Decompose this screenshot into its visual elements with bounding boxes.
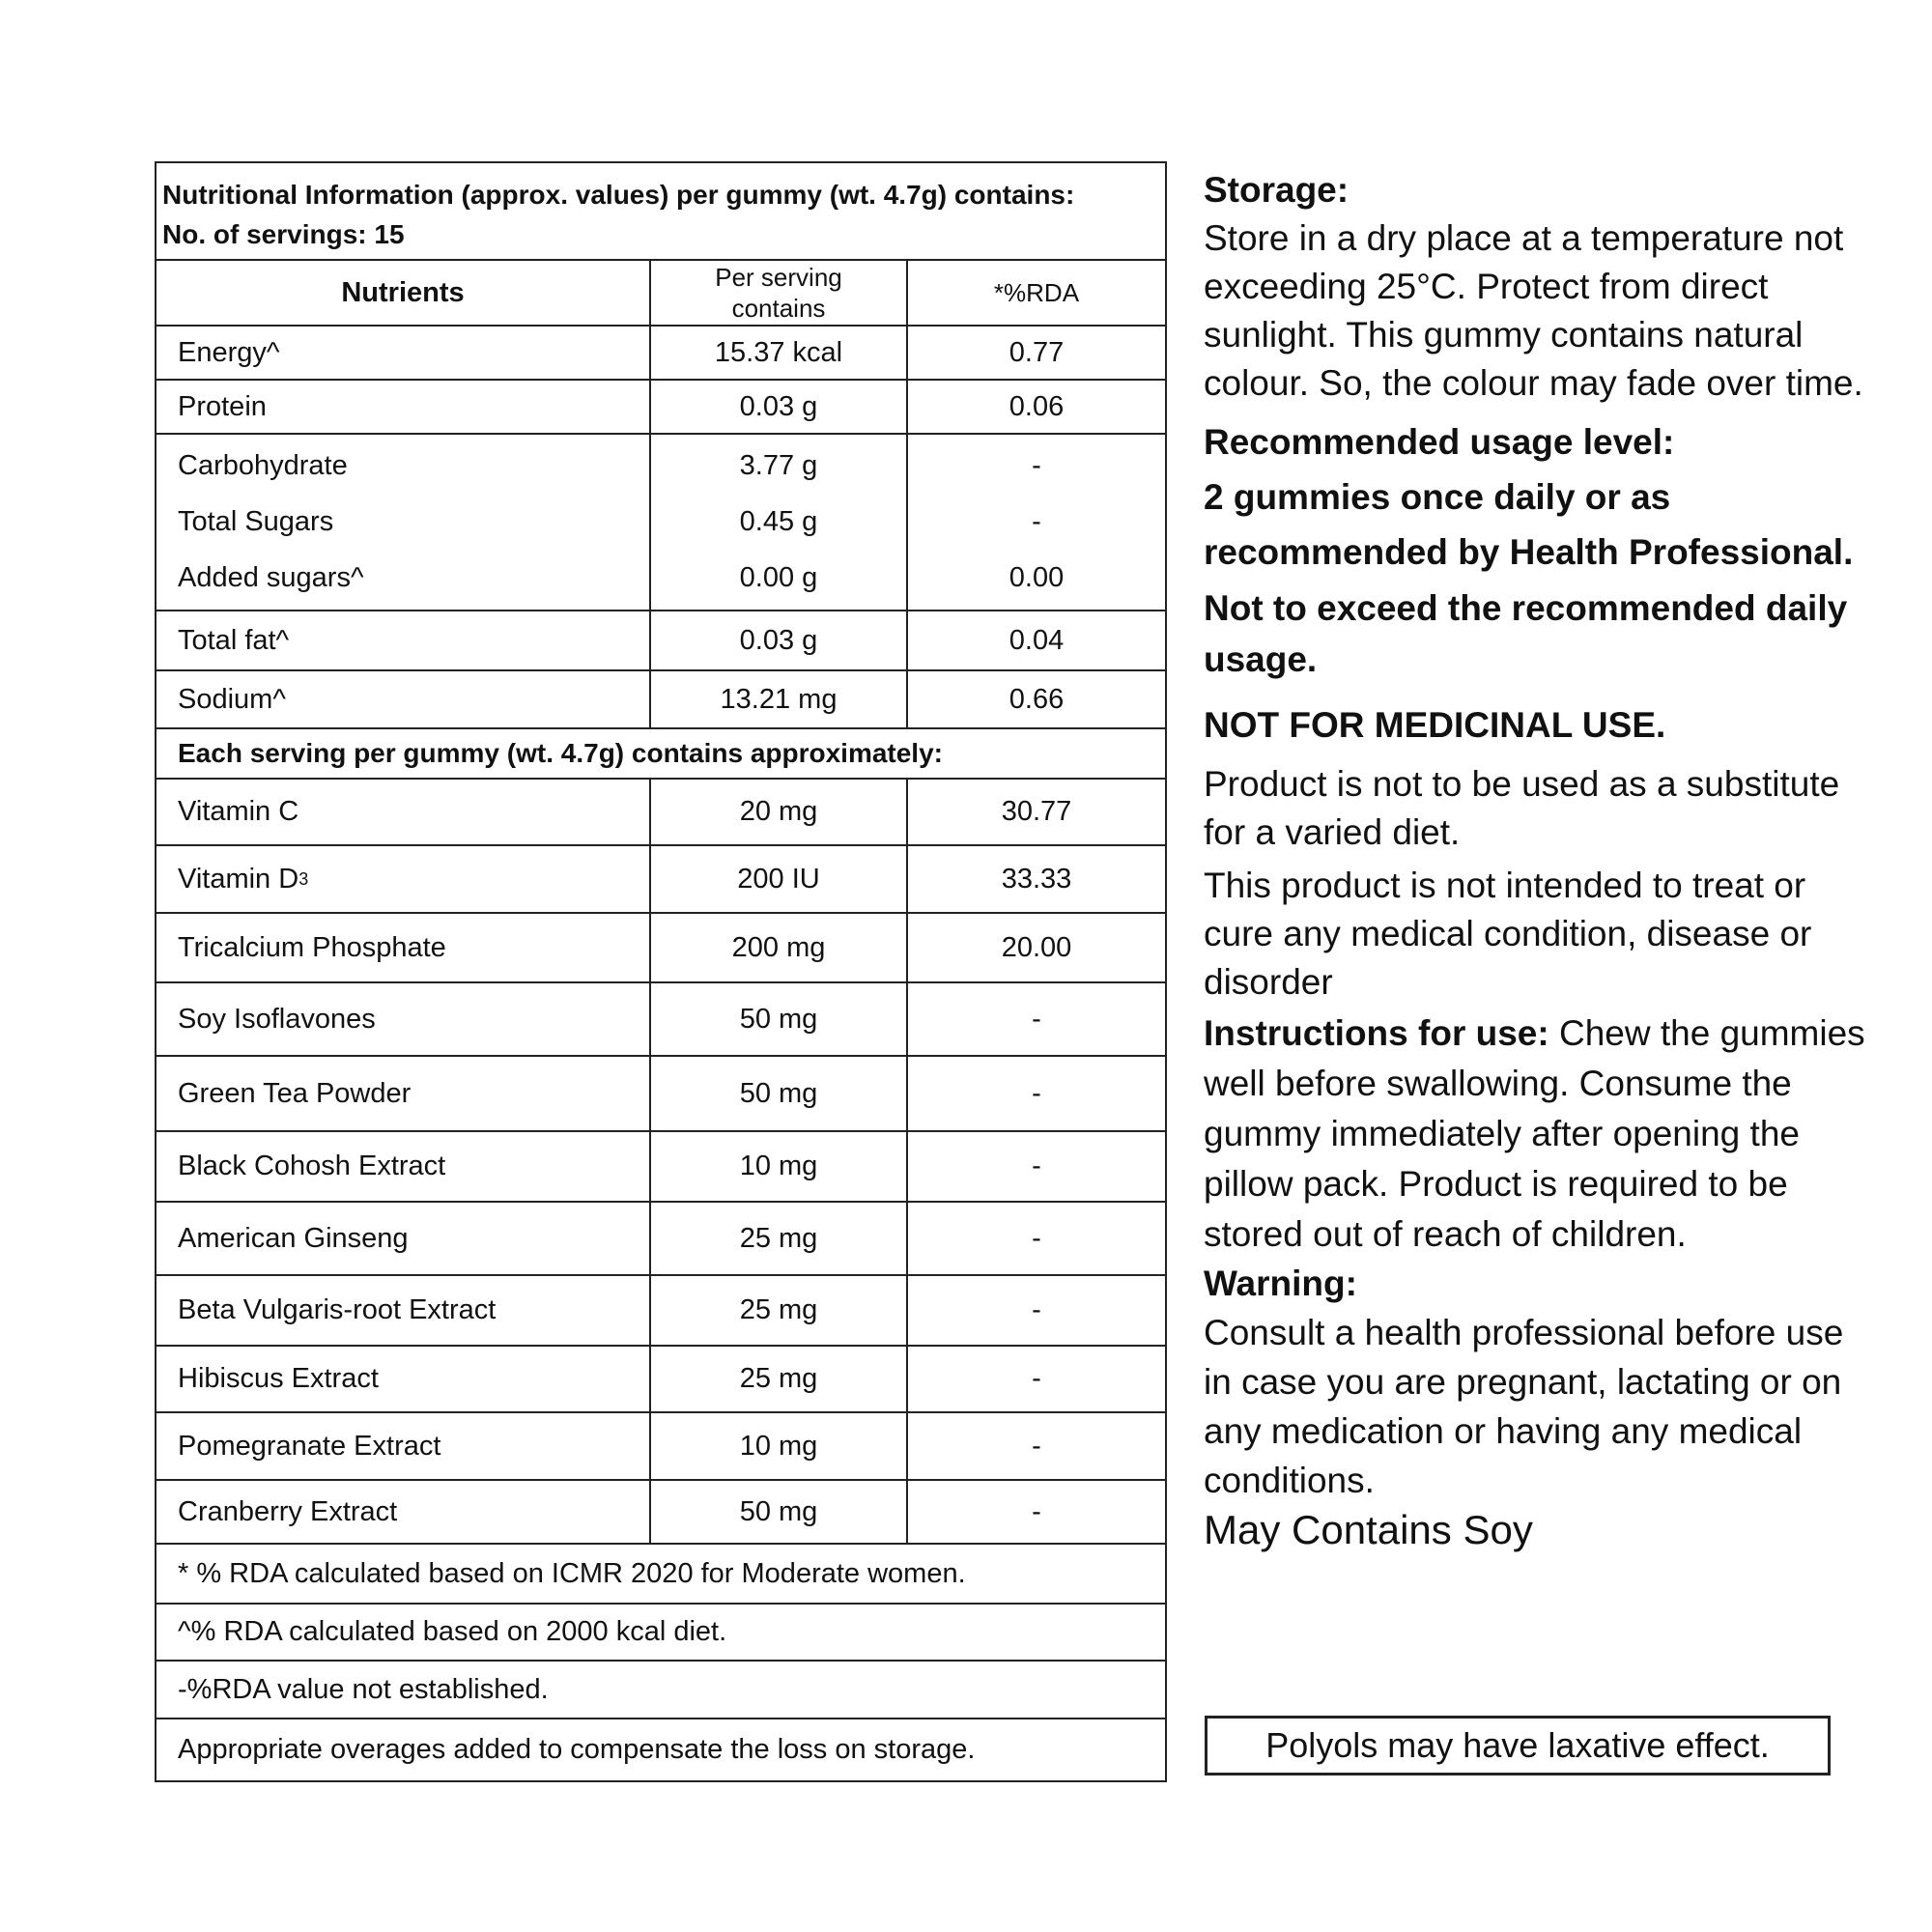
nutrient-amount: 0.03 g	[651, 381, 908, 433]
active-name: Vitamin C	[156, 780, 651, 844]
product-info	[1204, 166, 1880, 1555]
nutrient-amount: 3.77 g	[739, 450, 818, 482]
active-name-subscript: 3	[298, 868, 309, 889]
active-rda: -	[1032, 1003, 1041, 1035]
nutrient-name: Sodium^	[156, 671, 651, 727]
nutrient-rda: 0.06	[1009, 390, 1065, 422]
active-amount: 25 mg	[651, 1347, 908, 1411]
active-amount: 10 mg	[651, 1413, 908, 1479]
actives-subheader: Each serving per gummy (wt. 4.7g) contains approximately:	[178, 738, 943, 768]
servings-count: No. of servings: 15	[162, 219, 405, 249]
col-nutrients: Nutrients	[156, 261, 651, 325]
col-per-serving-line1: Per serving	[715, 263, 842, 292]
nutrient-name: Total fat^	[156, 611, 651, 669]
active-rda: 20.00	[1001, 931, 1072, 963]
active-name: Black Cohosh Extract	[156, 1132, 651, 1201]
table-row	[156, 611, 1165, 671]
col-per-serving-line2: contains	[731, 294, 826, 323]
table-row	[156, 1057, 1165, 1132]
nutrient-amount: 15.37 kcal	[651, 327, 908, 379]
active-rda: -	[1032, 1495, 1041, 1527]
nutrient-name: Carbohydrate	[178, 450, 348, 482]
table-row	[156, 1413, 1165, 1481]
table-title: Nutritional Information (approx. values) per gummy (wt. 4.7g) contains:	[162, 180, 1075, 210]
carb-rdas	[908, 435, 1165, 610]
allergen-text: May Contains Soy	[1204, 1507, 1533, 1552]
warning-text: Consult a health professional before use in case you are pregnant, lactating or on any medication or having any medical conditions.	[1204, 1313, 1844, 1500]
active-amount: 50 mg	[651, 1057, 908, 1130]
table-row	[156, 846, 1165, 914]
carb-amounts	[651, 435, 908, 610]
nutrient-name: Energy^	[156, 327, 651, 379]
footnote-overages: Appropriate overages added to compensate the loss on storage.	[178, 1734, 976, 1765]
table-row	[156, 1347, 1165, 1413]
active-amount: 25 mg	[651, 1203, 908, 1274]
active-name: Soy Isoflavones	[156, 983, 651, 1055]
active-name: American Ginseng	[156, 1203, 651, 1274]
polyols-text: Polyols may have laxative effect.	[1265, 1725, 1770, 1765]
active-rda: -	[1032, 1222, 1041, 1254]
active-name-text: Vitamin D	[178, 863, 299, 895]
nutrient-rda: 0.00	[1009, 561, 1065, 593]
active-rda: 30.77	[1001, 796, 1072, 827]
nutrition-table	[155, 161, 1167, 1782]
instructions-title: Instructions for use:	[1204, 1013, 1549, 1053]
active-rda: 33.33	[1001, 863, 1072, 895]
carb-names	[156, 435, 651, 610]
table-row	[156, 1203, 1165, 1276]
usage-title: Recommended usage level:	[1204, 422, 1675, 462]
active-rda: -	[1032, 1077, 1041, 1109]
active-amount: 10 mg	[651, 1132, 908, 1201]
table-row	[156, 381, 1165, 435]
usage-text: 2 gummies once daily or as recommended by Health Professional.	[1204, 477, 1854, 572]
footnote-row	[156, 1719, 1165, 1780]
storage-title: Storage:	[1204, 170, 1350, 210]
nutrient-amount: 0.45 g	[739, 505, 818, 537]
table-row	[156, 1276, 1165, 1347]
footnote-row	[156, 1545, 1165, 1605]
footnote-rda-kcal: ^% RDA calculated based on 2000 kcal diet.	[178, 1616, 727, 1647]
footnote-row	[156, 1662, 1165, 1719]
not-exceed-text: Not to exceed the recommended daily usage.	[1204, 588, 1848, 679]
nutrient-name: Protein	[156, 381, 651, 433]
active-amount: 20 mg	[651, 780, 908, 844]
nutrient-rda: 0.77	[1009, 336, 1065, 368]
nutrient-rda: -	[1032, 450, 1041, 482]
active-amount: 50 mg	[651, 1481, 908, 1543]
nutrient-amount: 0.03 g	[651, 611, 908, 669]
nutrient-rda: 0.04	[1009, 624, 1065, 656]
table-header	[156, 163, 1165, 261]
not-medicinal-text: NOT FOR MEDICINAL USE.	[1204, 705, 1666, 745]
substitute-text: Product is not to be used as a substitute for a varied diet.	[1204, 764, 1840, 852]
polyols-warning-box	[1205, 1716, 1831, 1776]
warning-title: Warning:	[1204, 1264, 1357, 1303]
table-row	[156, 327, 1165, 381]
active-name: Hibiscus Extract	[156, 1347, 651, 1411]
footnote-rda-icmr: * % RDA calculated based on ICMR 2020 for Moderate women.	[178, 1557, 966, 1589]
table-row	[156, 780, 1165, 846]
instructions-paragraph	[1204, 1009, 1880, 1260]
active-rda: -	[1032, 1363, 1041, 1394]
column-header-row	[156, 261, 1165, 327]
active-amount: 200 IU	[651, 846, 908, 912]
instructions-text: Chew the gummies well before swallowing. Consume the gummy immediately after opening the pillow pack. Product is required to be stored out of reach of children.	[1204, 1013, 1865, 1254]
not-intended-text: This product is not intended to treat or cure any medical condition, disease or disorder	[1204, 866, 1812, 1002]
active-name: Beta Vulgaris-root Extract	[156, 1276, 651, 1345]
carbohydrate-group-row	[156, 435, 1165, 611]
col-per-serving	[651, 261, 908, 325]
col-rda: *%RDA	[993, 277, 1080, 307]
table-row	[156, 671, 1165, 729]
footnote-rda-not-established: -%RDA value not established.	[178, 1673, 549, 1705]
nutrient-amount: 13.21 mg	[651, 671, 908, 727]
active-name: Cranberry Extract	[156, 1481, 651, 1543]
active-rda: -	[1032, 1151, 1041, 1181]
nutrient-name: Total Sugars	[178, 505, 334, 537]
active-name	[156, 846, 651, 912]
nutrient-amount: 0.00 g	[739, 561, 818, 593]
table-row	[156, 1481, 1165, 1545]
active-name: Pomegranate Extract	[156, 1413, 651, 1479]
active-rda: -	[1032, 1430, 1041, 1462]
footnote-row	[156, 1605, 1165, 1662]
nutrient-name: Added sugars^	[178, 561, 364, 593]
nutrient-rda: 0.66	[1009, 683, 1065, 715]
table-row	[156, 914, 1165, 983]
active-amount: 50 mg	[651, 983, 908, 1055]
table-row	[156, 983, 1165, 1057]
table-row	[156, 1132, 1165, 1203]
active-amount: 200 mg	[651, 914, 908, 981]
active-amount: 25 mg	[651, 1276, 908, 1345]
storage-text: Store in a dry place at a temperature not exceeding 25°C. Protect from direct sunlight. This gummy contains natural colour. So, the colour may fade over time.	[1204, 218, 1863, 403]
active-name: Tricalcium Phosphate	[156, 914, 651, 981]
actives-subheader-row	[156, 729, 1165, 780]
nutrient-rda: -	[1032, 505, 1041, 537]
active-rda: -	[1032, 1294, 1041, 1325]
active-name: Green Tea Powder	[156, 1057, 651, 1130]
